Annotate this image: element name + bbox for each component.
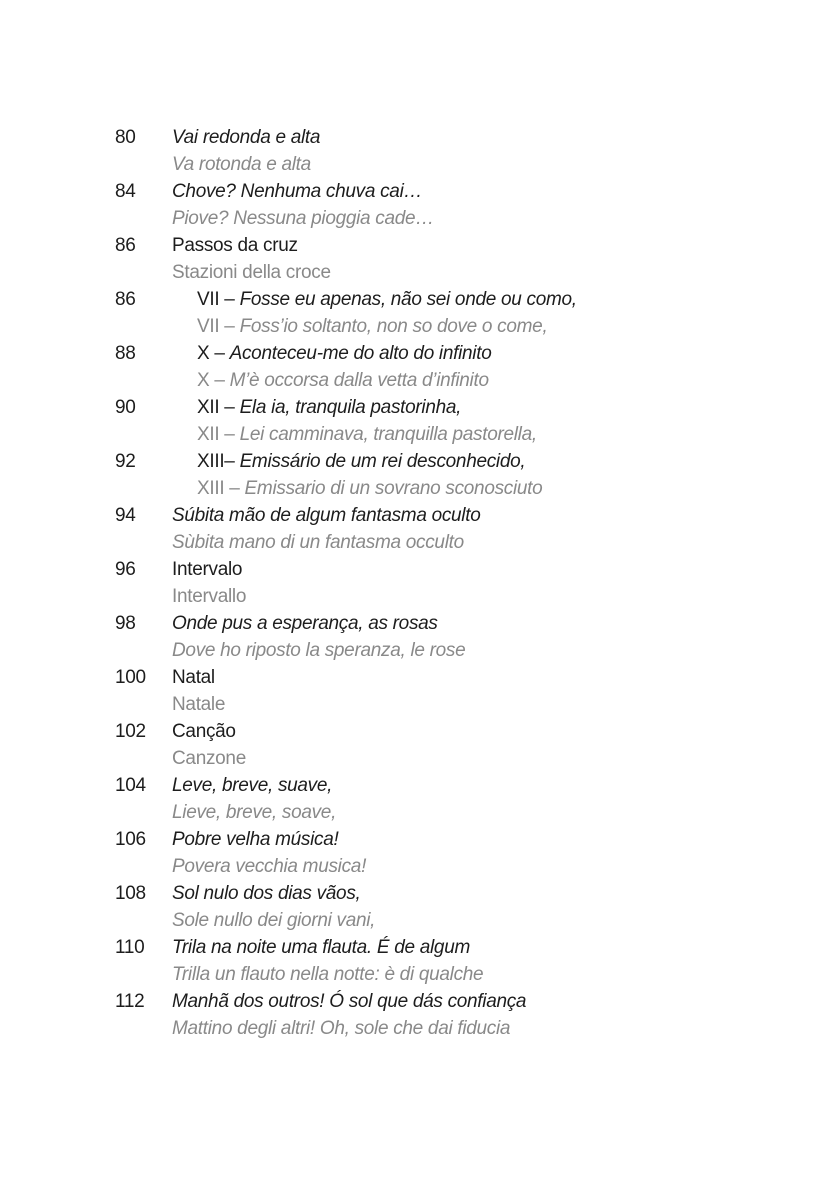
page-number: 88 <box>115 343 136 364</box>
toc-entry <box>115 880 787 934</box>
title-line <box>172 880 787 907</box>
page-number: 80 <box>115 127 136 148</box>
translation-line <box>172 637 787 664</box>
translation-line <box>172 961 787 988</box>
translation-text: Emissario di un sovrano sconosciuto <box>244 478 543 499</box>
translation-line <box>197 313 787 340</box>
section-numeral: XII – <box>197 397 240 418</box>
title-line <box>172 718 787 745</box>
entry-lines <box>172 340 787 394</box>
translation-line <box>172 1015 787 1042</box>
title-text: Emissário de um rei desconhecido, <box>239 451 526 472</box>
page-number: 84 <box>115 181 136 202</box>
toc-entry <box>115 988 787 1042</box>
translation-text: Sùbita mano di un fantasma occulto <box>172 532 464 553</box>
title-text: Pobre velha música! <box>172 829 339 850</box>
toc-entry <box>115 610 787 664</box>
title-text: Intervalo <box>172 559 243 580</box>
translation-text: Lieve, breve, soave, <box>172 802 337 823</box>
toc-entry <box>115 448 787 502</box>
translation-text: Trilla un flauto nella notte: è di qualche <box>172 964 484 985</box>
translation-section-numeral: XIII – <box>197 478 245 499</box>
toc-entry <box>115 664 787 718</box>
translation-line <box>172 799 787 826</box>
entry-lines <box>172 124 787 178</box>
translation-line <box>172 151 787 178</box>
title-line <box>172 556 787 583</box>
page-number: 86 <box>115 235 136 256</box>
section-numeral: VII – <box>197 289 240 310</box>
title-text: Aconteceu-me do alto do infinito <box>229 343 492 364</box>
translation-text: Dove ho riposto la speranza, le rose <box>172 640 466 661</box>
title-text: Trila na noite uma flauta. É de algum <box>172 937 470 958</box>
toc-list <box>115 124 787 1042</box>
page-number: 98 <box>115 613 136 634</box>
title-text: Manhã dos outros! Ó sol que dás confiança <box>172 991 527 1012</box>
page-number: 86 <box>115 289 136 310</box>
translation-text: Piove? Nessuna pioggia cade… <box>172 208 434 229</box>
translation-line <box>172 907 787 934</box>
title-line <box>172 610 787 637</box>
toc-entry <box>115 826 787 880</box>
title-text: Ela ia, tranquila pastorinha, <box>239 397 462 418</box>
translation-line <box>172 691 787 718</box>
page-number: 94 <box>115 505 136 526</box>
translation-text: Natale <box>172 694 226 715</box>
page-number: 92 <box>115 451 136 472</box>
entry-lines <box>172 880 787 934</box>
section-numeral: X – <box>197 343 230 364</box>
title-text: Passos da cruz <box>172 235 298 256</box>
page-number: 104 <box>115 775 146 796</box>
toc-entry <box>115 772 787 826</box>
title-line <box>172 934 787 961</box>
translation-text: Canzone <box>172 748 246 769</box>
title-text: Vai redonda e alta <box>172 127 321 148</box>
entry-lines <box>172 394 787 448</box>
title-line <box>172 502 787 529</box>
toc-entry <box>115 394 787 448</box>
translation-text: Mattino degli altri! Oh, sole che dai fiducia <box>172 1018 511 1039</box>
toc-entry <box>115 718 787 772</box>
translation-section-numeral: X – <box>197 370 230 391</box>
title-text: Fosse eu apenas, não sei onde ou como, <box>239 289 577 310</box>
page-number: 110 <box>115 937 145 958</box>
entry-lines <box>172 934 787 988</box>
entry-lines <box>172 772 787 826</box>
title-line <box>172 232 787 259</box>
page-number: 96 <box>115 559 136 580</box>
toc-entry <box>115 124 787 178</box>
entry-lines <box>172 556 787 610</box>
entry-lines <box>172 232 787 286</box>
title-line <box>172 826 787 853</box>
translation-text: M’è occorsa dalla vetta d’infinito <box>229 370 489 391</box>
toc-entry <box>115 232 787 286</box>
translation-line <box>172 529 787 556</box>
title-line <box>172 988 787 1015</box>
toc-entry <box>115 340 787 394</box>
page-number: 106 <box>115 829 146 850</box>
translation-text: Stazioni della croce <box>172 262 331 283</box>
toc-entry <box>115 556 787 610</box>
toc-entry <box>115 286 787 340</box>
title-text: Súbita mão de algum fantasma oculto <box>172 505 481 526</box>
translation-line <box>172 583 787 610</box>
translation-text: Lei camminava, tranquilla pastorella, <box>239 424 537 445</box>
title-text: Natal <box>172 667 215 688</box>
entry-lines <box>172 502 787 556</box>
title-text: Chove? Nenhuma chuva cai… <box>172 181 423 202</box>
entry-lines <box>172 718 787 772</box>
title-line <box>197 394 787 421</box>
title-line <box>197 286 787 313</box>
toc-entry <box>115 934 787 988</box>
entry-lines <box>172 286 787 340</box>
translation-line <box>172 205 787 232</box>
translation-text: Sole nullo dei giorni vani, <box>172 910 376 931</box>
translation-text: Povera vecchia musica! <box>172 856 367 877</box>
translation-line <box>172 745 787 772</box>
title-text: Sol nulo dos dias vãos, <box>172 883 361 904</box>
page-number: 100 <box>115 667 146 688</box>
title-line <box>197 340 787 367</box>
title-line <box>197 448 787 475</box>
toc-entry <box>115 502 787 556</box>
translation-line <box>172 259 787 286</box>
translation-line <box>197 475 787 502</box>
translation-section-numeral: XII – <box>197 424 240 445</box>
entry-lines <box>172 988 787 1042</box>
title-line <box>172 178 787 205</box>
translation-line <box>197 367 787 394</box>
translation-text: Intervallo <box>172 586 247 607</box>
title-line <box>172 124 787 151</box>
translation-line <box>172 853 787 880</box>
title-line <box>172 772 787 799</box>
toc-entry <box>115 178 787 232</box>
translation-section-numeral: VII – <box>197 316 240 337</box>
translation-text: Foss’io soltanto, non so dove o come, <box>239 316 548 337</box>
title-text: Onde pus a esperança, as rosas <box>172 613 438 634</box>
entry-lines <box>172 610 787 664</box>
section-numeral: XIII– <box>197 451 240 472</box>
title-text: Leve, breve, suave, <box>172 775 333 796</box>
page-number: 90 <box>115 397 136 418</box>
translation-line <box>197 421 787 448</box>
page-number: 112 <box>115 991 145 1012</box>
entry-lines <box>172 448 787 502</box>
entry-lines <box>172 826 787 880</box>
title-line <box>172 664 787 691</box>
entry-lines <box>172 664 787 718</box>
entry-lines <box>172 178 787 232</box>
translation-text: Va rotonda e alta <box>172 154 311 175</box>
page-number: 108 <box>115 883 146 904</box>
title-text: Canção <box>172 721 236 742</box>
page-number: 102 <box>115 721 146 742</box>
